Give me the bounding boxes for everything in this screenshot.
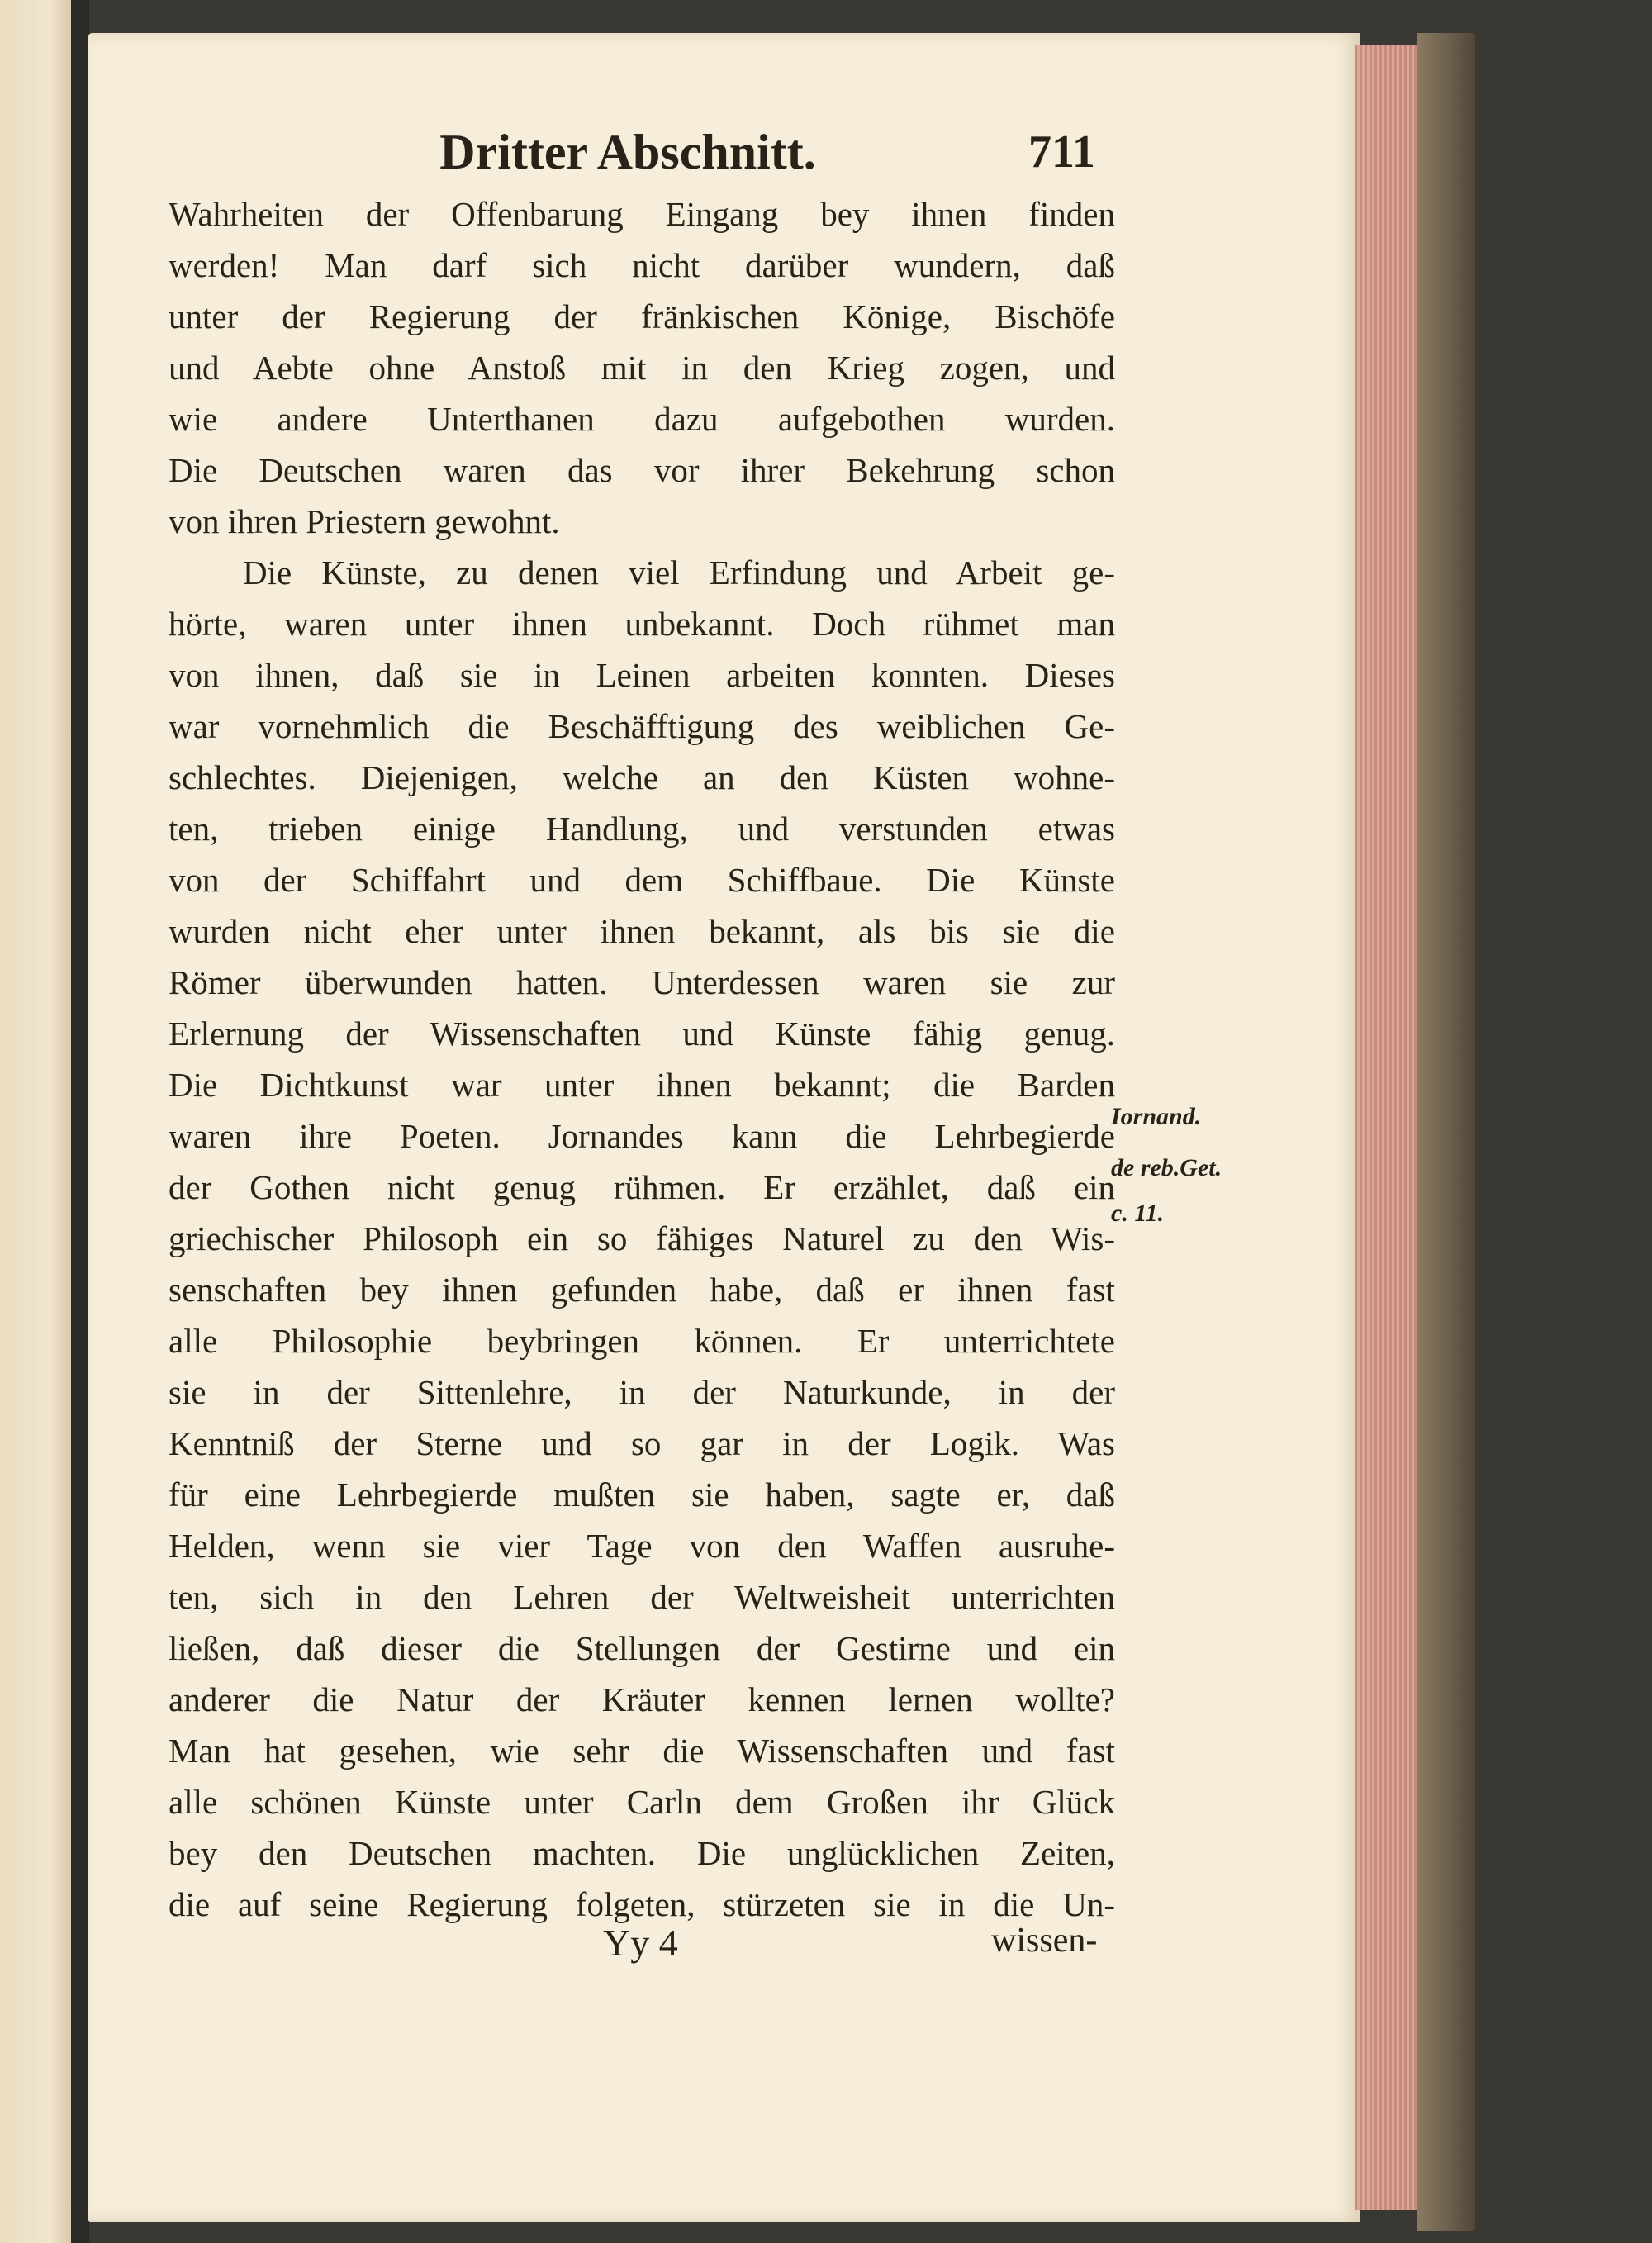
- text-line: und Aebte ohne Anstoß mit in den Krieg zogen, und: [169, 349, 1115, 387]
- text-line: war vornehmlich die Beschäfftigung des weiblichen Ge-: [169, 707, 1115, 745]
- text-line: die auf seine Regierung folgeten, stürzeten sie in die Un-: [169, 1885, 1115, 1923]
- book-cover: [1417, 33, 1475, 2231]
- text-line: wurden nicht eher unter ihnen bekannt, als bis sie die: [169, 912, 1115, 950]
- text-line: anderer die Natur der Kräuter kennen lernen wollte?: [169, 1680, 1115, 1718]
- text-line: ließen, daß dieser die Stellungen der Gestirne und ein: [169, 1629, 1115, 1667]
- catchword: wissen-: [991, 1922, 1098, 1960]
- text-line: für eine Lehrbegierde mußten sie haben, sagte er, daß: [169, 1476, 1115, 1514]
- text-line: Die Künste, zu denen viel Erfindung und Arbeit ge-: [243, 554, 1115, 592]
- body-text: [169, 188, 1115, 1930]
- text-line: ten, trieben einige Handlung, und verstunden etwas: [169, 810, 1115, 848]
- text-line: sie in der Sittenlehre, in der Naturkunde, in der: [169, 1373, 1115, 1411]
- text-line: waren ihre Poeten. Jornandes kann die Lehrbegierde: [169, 1117, 1115, 1155]
- text-line: von ihnen, daß sie in Leinen arbeiten konnten. Dieses: [169, 656, 1115, 694]
- margin-note: c. 11.: [1111, 1200, 1165, 1227]
- text-line: griechischer Philosoph ein so fähiges Naturel zu den Wis-: [169, 1219, 1115, 1257]
- page-number: 711: [1028, 126, 1095, 178]
- text-line: hörte, waren unter ihnen unbekannt. Doch rühmet man: [169, 605, 1115, 643]
- margin-note: Iornand.: [1111, 1103, 1202, 1130]
- page-edges: [1355, 45, 1419, 2210]
- text-line: alle schönen Künste unter Carln dem Großen ihr Glück: [169, 1783, 1115, 1821]
- text-line: Wahrheiten der Offenbarung Eingang bey ihnen finden: [169, 195, 1115, 233]
- text-line: Die Deutschen waren das vor ihrer Bekehrung schon: [169, 451, 1115, 489]
- text-line: senschaften bey ihnen gefunden habe, daß er ihnen fast: [169, 1271, 1115, 1309]
- margin-note: de reb.Get.: [1111, 1154, 1222, 1181]
- text-line: schlechtes. Diejenigen, welche an den Küsten wohne-: [169, 758, 1115, 796]
- text-line: werden! Man darf sich nicht darüber wundern, daß: [169, 246, 1115, 284]
- facing-page-edge: [0, 0, 71, 2243]
- text-line: alle Philosophie beybringen können. Er unterrichtete: [169, 1322, 1115, 1360]
- text-line: der Gothen nicht genug rühmen. Er erzählet, daß ein: [169, 1168, 1115, 1206]
- text-line: wie andere Unterthanen dazu aufgebothen wurden.: [169, 400, 1115, 438]
- text-line: Man hat gesehen, wie sehr die Wissenschaften und fast: [169, 1732, 1115, 1770]
- text-line: ten, sich in den Lehren der Weltweisheit unterrichten: [169, 1578, 1115, 1616]
- text-line: bey den Deutschen machten. Die unglücklichen Zeiten,: [169, 1834, 1115, 1872]
- signature-mark: Yy 4: [603, 1922, 678, 1964]
- text-line: Kenntniß der Sterne und so gar in der Logik. Was: [169, 1424, 1115, 1462]
- text-line: von der Schiffahrt und dem Schiffbaue. Die Künste: [169, 861, 1115, 899]
- book-gutter: [71, 0, 89, 2243]
- text-line: unter der Regierung der fränkischen Könige, Bischöfe: [169, 297, 1115, 335]
- text-line: Helden, wenn sie vier Tage von den Waffen ausruhe-: [169, 1527, 1115, 1565]
- text-line: Römer überwunden hatten. Unterdessen waren sie zur: [169, 963, 1115, 1001]
- text-line: von ihren Priestern gewohnt.: [169, 502, 560, 540]
- text-line: Erlernung der Wissenschaften und Künste fähig genug.: [169, 1015, 1115, 1053]
- running-header: Dritter Abschnitt.: [439, 125, 816, 179]
- text-line: Die Dichtkunst war unter ihnen bekannt; die Barden: [169, 1066, 1115, 1104]
